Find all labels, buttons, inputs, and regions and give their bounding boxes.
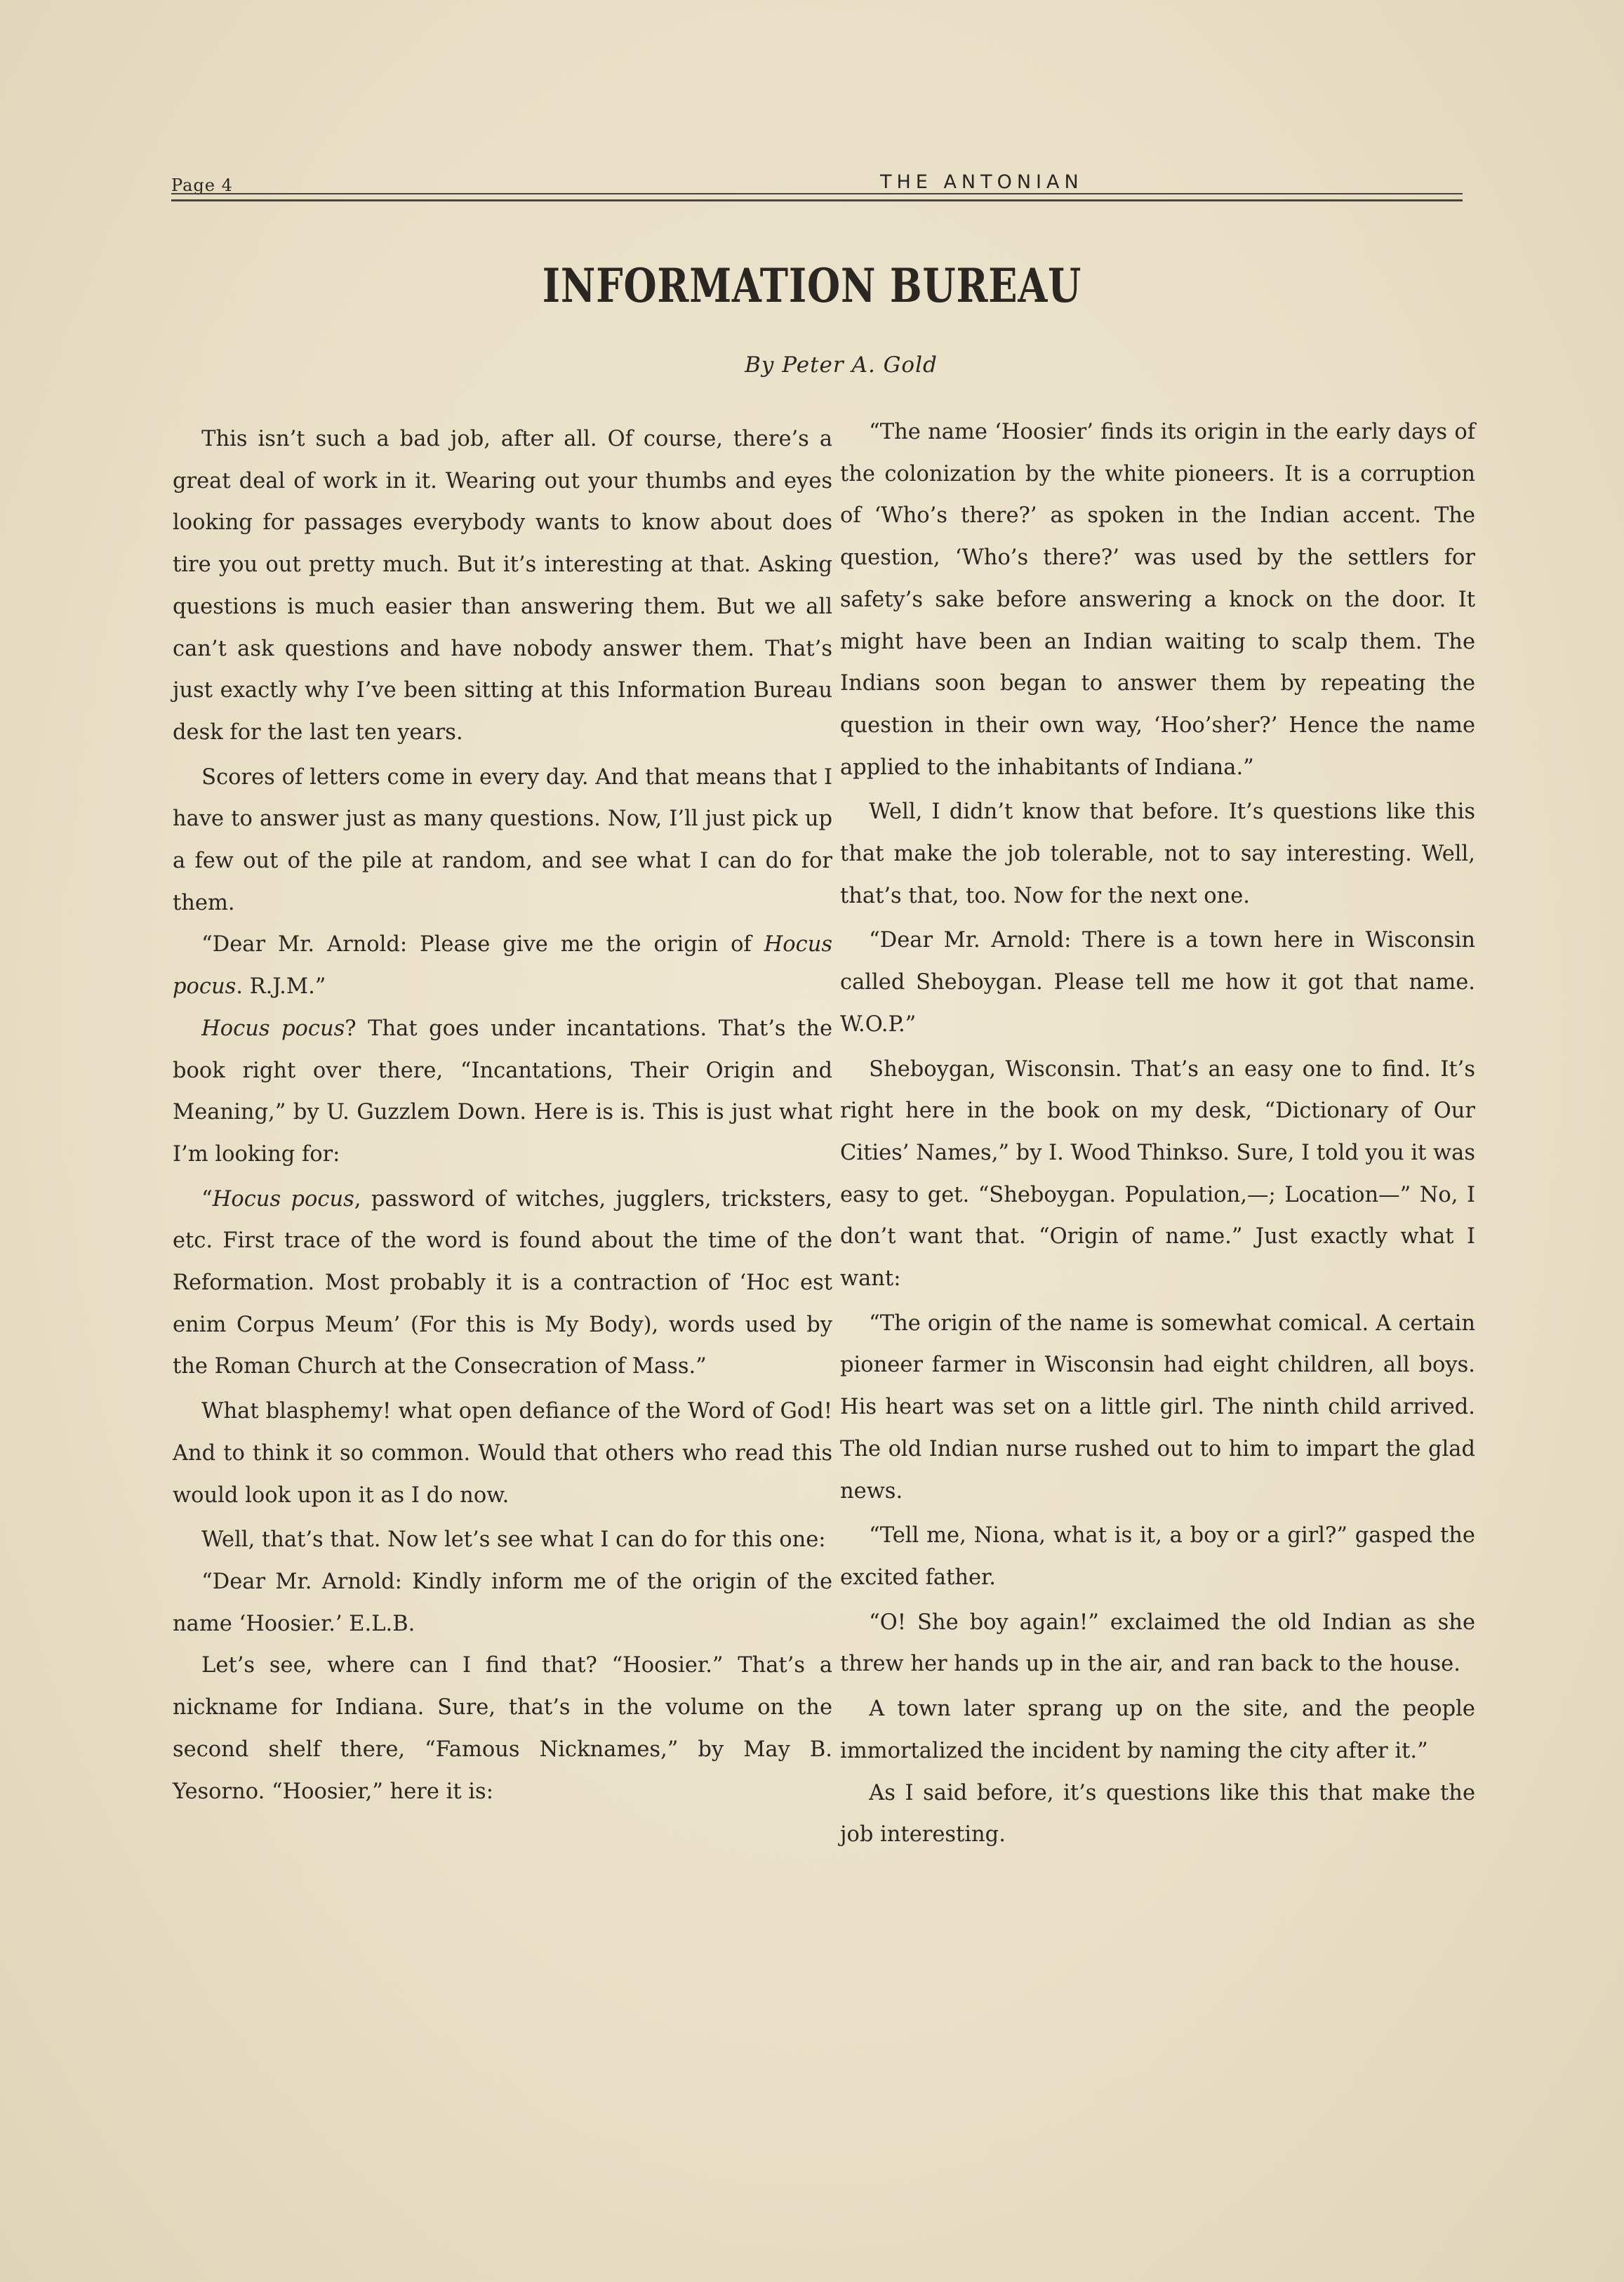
paragraph: “O! She boy again!” exclaimed the old Indian as she threw her hands up in the air, and ran back to the house. [840, 1610, 1475, 1677]
paragraph: A town later sprang up on the site, and the people immortalized the incident by naming the city after it.” [840, 1697, 1475, 1763]
paragraph: Well, that’s that. Now let’s see what I can do for this one: [201, 1527, 826, 1553]
italic-term: Hocus pocus [201, 1016, 345, 1041]
book-quote: “The name ‘Hoosier’ finds its origin in the early days of the colonization by the white pioneers. It is a corruption of ‘Who’s there?’ as spoken in the Indian accent. The question, ‘Who’s there?’ was used by the settlers for safety’s sake before answering a knock on the door. It might have been an Indian waiting to scalp them. The Indians soon began to answer them by repeating the question in their own way, ‘Hoo’sher?’ Hence the name applied to the inhabitants of Indiana.” [840, 420, 1475, 780]
paragraph: Well, I didn’t know that before. It’s questions like this that make the job tolerable, not to say interesting. Well, that’s that, too. Now for the next one. [840, 800, 1475, 908]
italic-term: Hocus pocus [173, 932, 832, 1000]
book-quote: “The origin of the name is somewhat comical. A certain pioneer farmer in Wisconsin had eight children, all boys. His heart was set on a little girl. The ninth child arrived. The old Indian nurse rushed out to him to impart the glad news. [840, 1311, 1475, 1504]
paragraph: Let’s see, where can I find that? “Hoosier.” That’s a nickname for Indiana. Sure, that’s in the volume on the second shelf there, “Famous Nicknames,” by May B. Yesorno. “Hoosier,” here it is: [173, 1653, 832, 1804]
left-column [173, 418, 832, 1812]
paragraph: Scores of letters come in every day. And that means that I have to answer just as many questions. Now, I’ll just pick up a few out of the pile at random, and see what I can do for them. [173, 764, 832, 915]
paragraph: What blasphemy! what open defiance of the Word of God! And to think it so common. Would that others who read this would look upon it as I do now. [173, 1399, 832, 1508]
letter-quote: “Dear Mr. Arnold: Kindly inform me of the origin of the name ‘Hoosier.’ E.L.B. [173, 1569, 832, 1636]
journal-title: THE ANTONIAN [880, 171, 1084, 193]
header-rule [171, 193, 1463, 194]
letter-quote: “Dear Mr. Arnold: Please give me the origin of Hocus pocus. R.J.M.” [173, 932, 832, 1000]
paragraph: This isn’t such a bad job, after all. Of course, there’s a great deal of work in it. Wearing out your thumbs and eyes looking for passages everybody wants to know about does tire you out pretty much. But it’s interesting at that. Asking questions is much easier than answering them. But we all can’t ask questions and have nobody answer them. That’s just exactly why I’ve been sitting at this Information Bureau desk for the last ten years. [173, 427, 832, 745]
page-number: Page 4 [171, 175, 233, 195]
paragraph: Sheboygan, Wisconsin. That’s an easy one to find. It’s right here in the book on my desk, “Dictionary of Our Cities’ Names,” by I. Wood Thinkso. Sure, I told you it was easy to get. “Sheboygan. Population,—; Location—” No, I don’t want that. “Origin of name.” Just exactly what I want: [840, 1056, 1475, 1292]
italic-term: Hocus pocus [212, 1186, 354, 1212]
paragraph: Hocus pocus? That goes under incantations. That’s the book right over there, “Incantations, Their Origin and Meaning,” by U. Guzzlem Down. Here is is. This is just what I’m looking for: [173, 1016, 832, 1167]
header-rule-double [171, 199, 1463, 201]
right-column [840, 411, 1475, 1856]
paragraph: As I said before, it’s questions like this that make the job interesting. [840, 1780, 1475, 1848]
article-byline: By Peter A. Gold [745, 352, 938, 378]
book-quote: “Hocus pocus, password of witches, jugglers, tricksters, etc. First trace of the word is found about the time of the Reformation. Most probably it is a contraction of ‘Hoc est enim Corpus Meum’ (For this is My Body), words used by the Roman Church at the Consecration of Mass.” [173, 1186, 832, 1379]
running-head [171, 171, 1463, 199]
article-title: INFORMATION BUREAU [542, 258, 1082, 313]
paragraph: “Tell me, Niona, what is it, a boy or a girl?” gasped the excited father. [840, 1523, 1475, 1590]
letter-quote: “Dear Mr. Arnold: There is a town here in Wisconsin called Sheboygan. Please tell me how it got that name. W.O.P.” [840, 928, 1475, 1037]
